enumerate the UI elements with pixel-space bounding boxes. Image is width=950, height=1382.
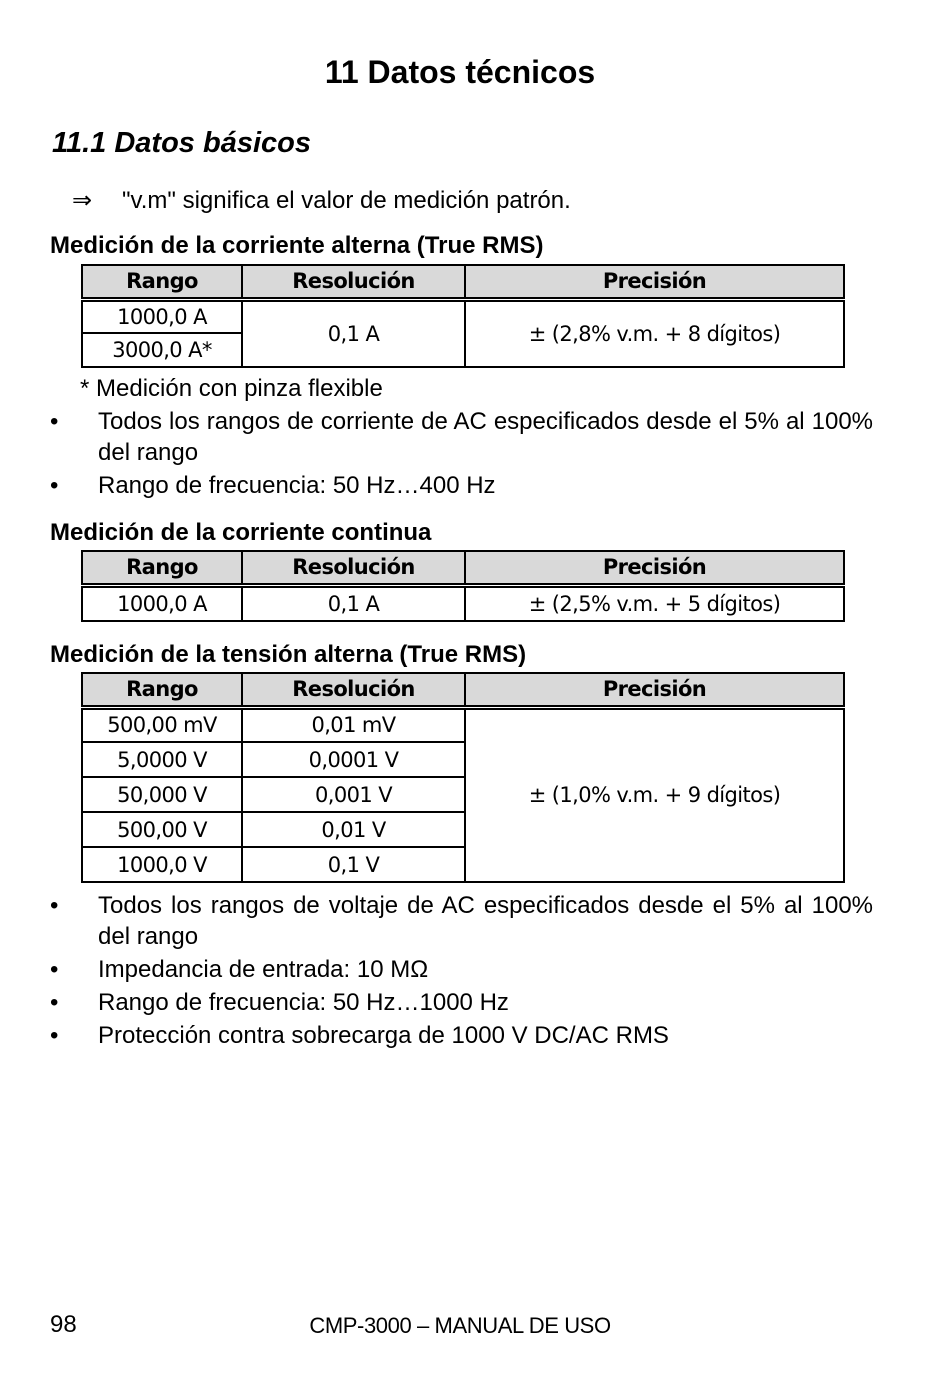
resolution-cell: 0,001 V	[242, 777, 465, 812]
vm-note-text: "v.m" significa el valor de medición patrón.	[122, 187, 571, 214]
chapter-title: 11 Datos técnicos	[324, 54, 596, 90]
accuracy-cell: ± (2,8% v.m. + 8 dígitos)	[465, 299, 844, 367]
resolution-cell: 0,1 A	[242, 585, 465, 621]
range-cell: 3000,0 A*	[82, 333, 242, 367]
resolution-cell: 0,01 V	[242, 812, 465, 847]
range-cell: 500,00 mV	[82, 707, 242, 742]
resolution-cell: 0,1 A	[242, 299, 465, 367]
section-title: 11.1 Datos básicos	[52, 127, 311, 159]
ac-voltage-table	[81, 672, 845, 883]
resolution-cell: 0,0001 V	[242, 742, 465, 777]
table-row	[82, 299, 844, 333]
ac-voltage-title: Medición de la tensión alterna (True RMS)	[50, 641, 527, 668]
ac-current-bullets	[50, 406, 873, 503]
accuracy-cell: ± (2,5% v.m. + 5 dígitos)	[465, 585, 844, 621]
list-item: • Todos los rangos de voltaje de AC especificados desde el 5% al 100% del rango	[50, 892, 873, 950]
header-resolution: Resolución	[242, 265, 465, 299]
range-cell: 1000,0 V	[82, 847, 242, 882]
header-range: Rango	[82, 265, 242, 299]
range-cell: 50,000 V	[82, 777, 242, 812]
table-row	[82, 707, 844, 742]
table-row	[82, 585, 844, 621]
accuracy-cell: ± (1,0% v.m. + 9 dígitos)	[465, 707, 844, 882]
page-number: 98	[50, 1311, 77, 1338]
ac-current-table	[81, 264, 845, 368]
footer-manual-title: CMP-3000 – MANUAL DE USO	[309, 1313, 611, 1338]
bullet-icon: •	[50, 989, 59, 1016]
header-accuracy: Precisión	[465, 673, 844, 707]
dc-current-table	[81, 550, 845, 622]
footnote: * Medición con pinza flexible	[80, 375, 383, 402]
arrow-icon: ⇒	[72, 187, 93, 214]
vm-note	[72, 185, 571, 217]
dc-current-title: Medición de la corriente continua	[50, 519, 432, 546]
resolution-cell: 0,1 V	[242, 847, 465, 882]
range-cell: 1000,0 A	[82, 585, 242, 621]
ac-voltage-bullets	[50, 890, 873, 1053]
header-range: Rango	[82, 551, 242, 585]
resolution-cell: 0,01 mV	[242, 707, 465, 742]
header-accuracy: Precisión	[465, 551, 844, 585]
list-item: • Rango de frecuencia: 50 Hz…1000 Hz	[50, 989, 509, 1016]
list-item: • Rango de frecuencia: 50 Hz…400 Hz	[50, 472, 496, 499]
list-item: • Protección contra sobrecarga de 1000 V DC/AC RMS	[50, 1022, 669, 1049]
list-item: • Todos los rangos de corriente de AC especificados desde el 5% al 100% del rango	[50, 408, 873, 466]
header-resolution: Resolución	[242, 551, 465, 585]
bullet-icon: •	[50, 956, 59, 983]
bullet-icon: •	[50, 1022, 59, 1049]
header-resolution: Resolución	[242, 673, 465, 707]
ac-current-title: Medición de la corriente alterna (True RMS)	[50, 232, 544, 259]
bullet-icon: •	[50, 892, 59, 919]
header-accuracy: Precisión	[465, 265, 844, 299]
list-item: • Impedancia de entrada: 10 MΩ	[50, 956, 429, 983]
header-range: Rango	[82, 673, 242, 707]
range-cell: 500,00 V	[82, 812, 242, 847]
bullet-icon: •	[50, 472, 59, 499]
range-cell: 1000,0 A	[82, 299, 242, 333]
bullet-icon: •	[50, 408, 59, 435]
range-cell: 5,0000 V	[82, 742, 242, 777]
